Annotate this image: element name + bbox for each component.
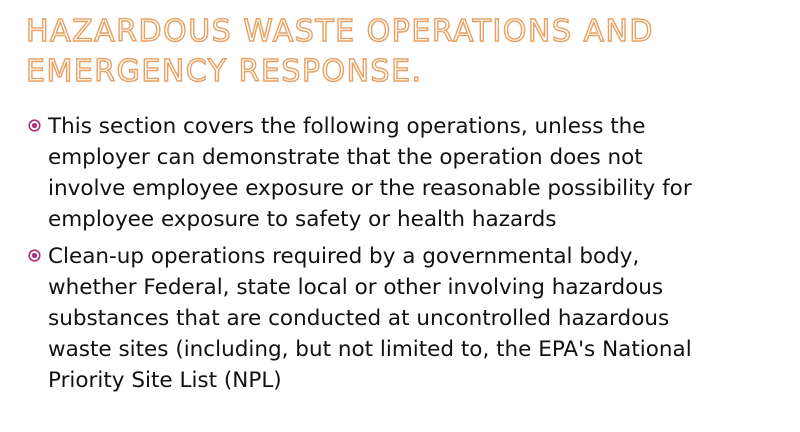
- bullet-text: [48, 111, 780, 235]
- bullet-line: involve employee exposure or the reasonable possibility for: [48, 176, 692, 201]
- circled-dot-icon: [28, 119, 41, 132]
- title-line: EMERGENCY RESPONSE.: [26, 54, 423, 89]
- circled-dot-icon: [28, 249, 41, 262]
- title-line: HAZARDOUS WASTE OPERATIONS AND: [26, 14, 655, 49]
- bullet-line: Priority Site List (NPL): [48, 368, 282, 393]
- slide-title: [26, 12, 786, 92]
- bullet-text: [48, 241, 780, 396]
- bullet-list: [30, 111, 780, 402]
- bullet-line: substances that are conducted at uncontrolled hazardous: [48, 306, 670, 331]
- bullet-item: [30, 241, 780, 396]
- bullet-line: Clean-up operations required by a governmental body,: [48, 244, 640, 269]
- bullet-line: whether Federal, state local or other involving hazardous: [48, 275, 664, 300]
- bullet-item: [30, 111, 780, 235]
- bullet-line: waste sites (including, but not limited to, the EPA's National: [48, 337, 692, 362]
- bullet-line: employee exposure to safety or health hazards: [48, 207, 557, 232]
- bullet-line: employer can demonstrate that the operation does not: [48, 145, 643, 170]
- bullet-line: This section covers the following operations, unless the: [48, 114, 646, 139]
